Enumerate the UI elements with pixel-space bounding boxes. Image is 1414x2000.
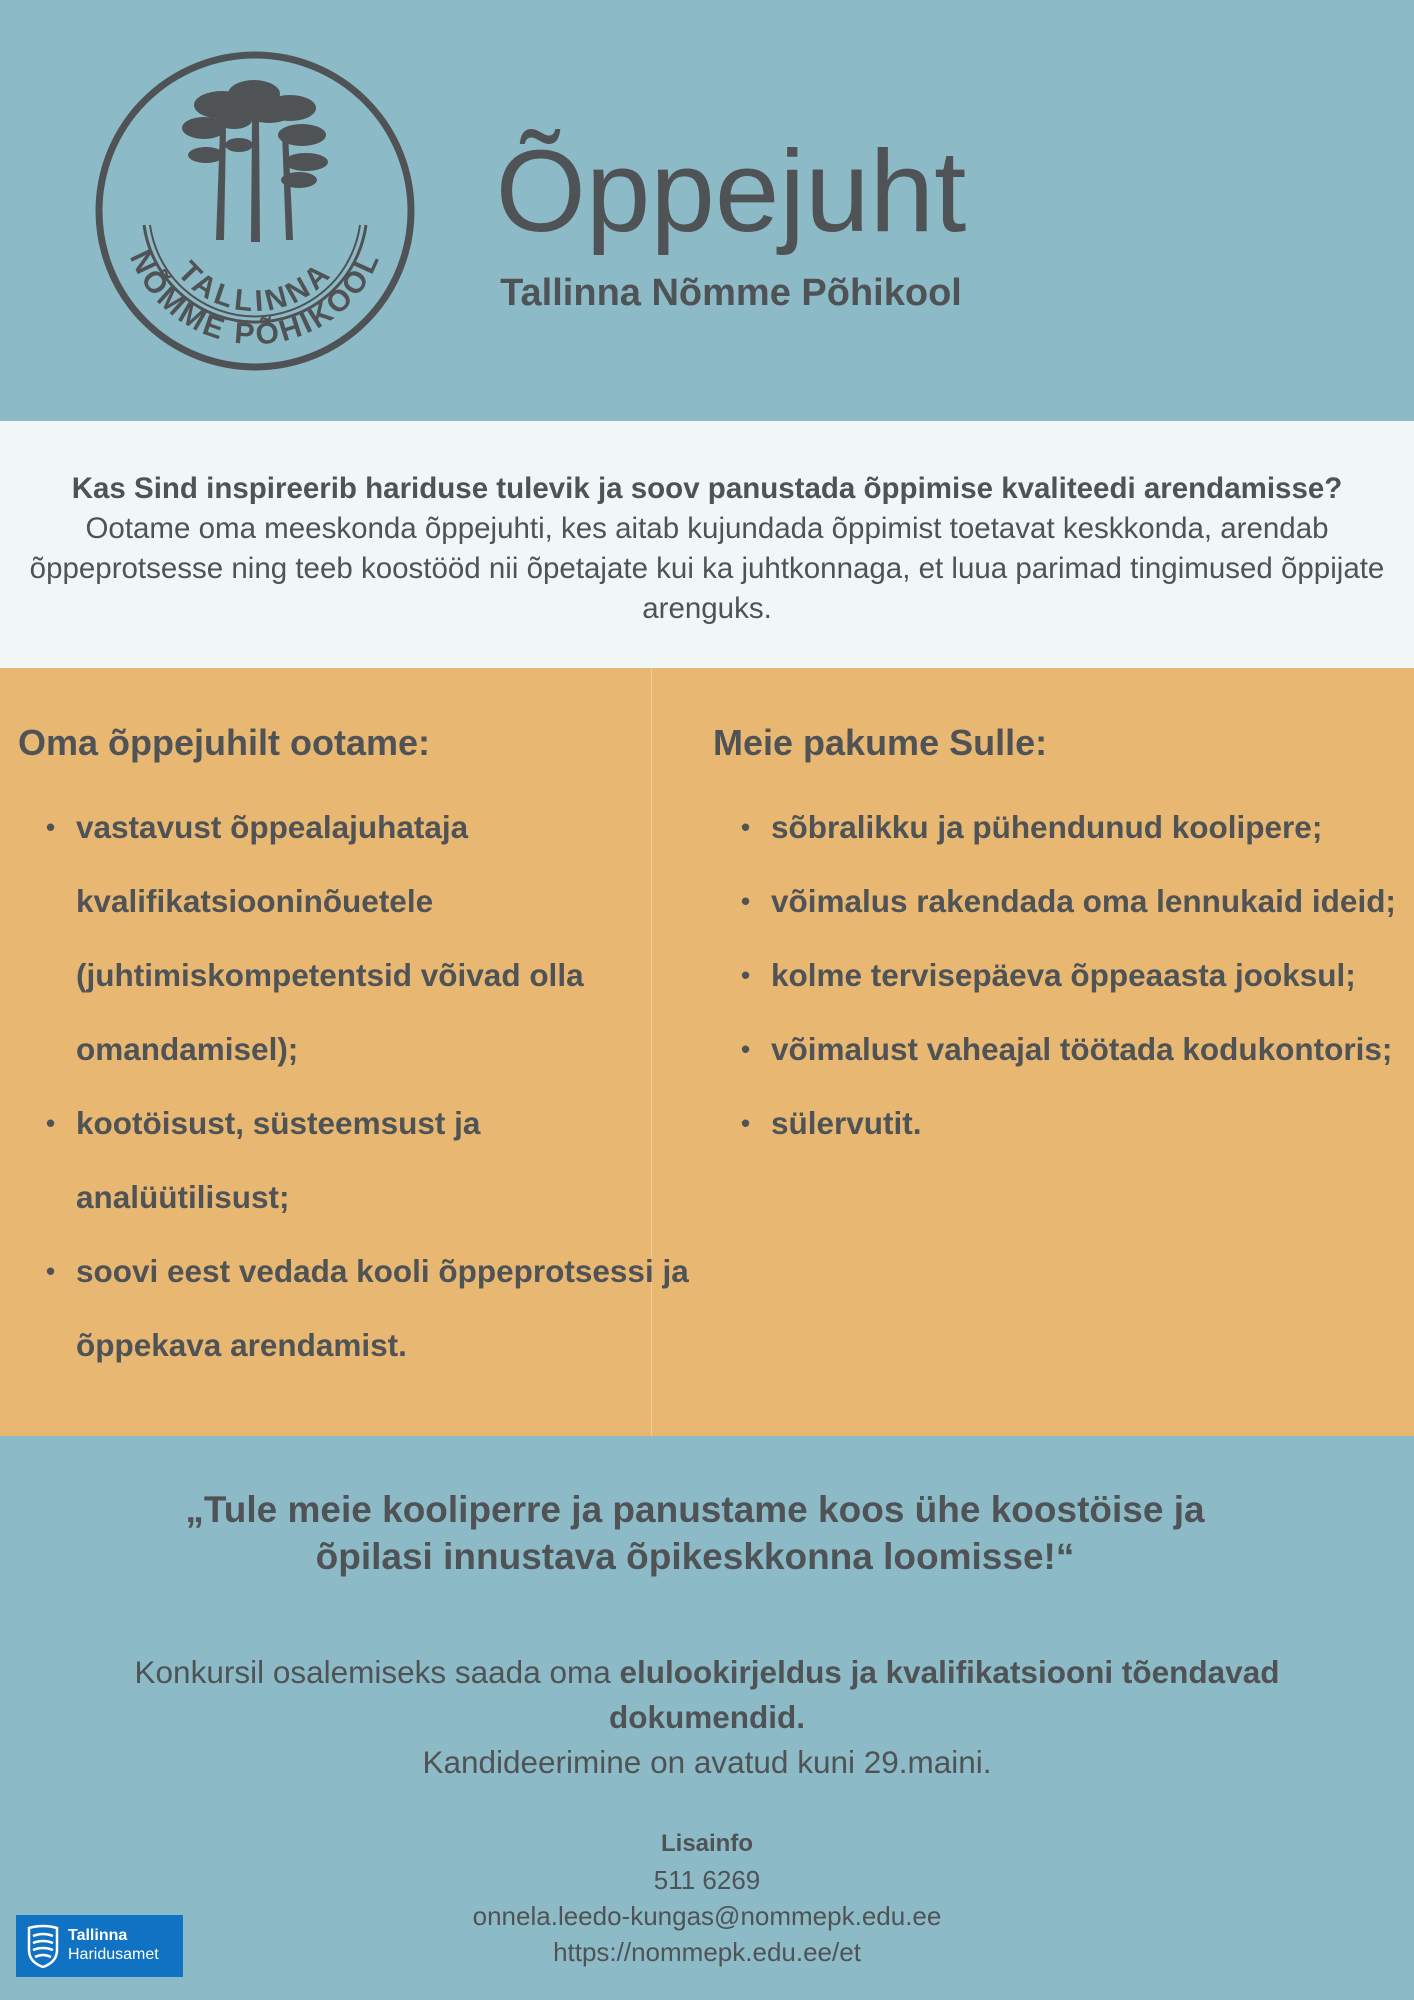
application-info — [40, 1650, 1374, 1785]
header-section — [0, 0, 1414, 421]
school-name: Tallinna Nõmme Põhikool — [500, 272, 962, 314]
list-item: • vastavust õppealajuhataja kvalifikatsiooninõuetele (juhtimiskompetentsid võivad olla omandamisel); — [76, 790, 698, 1086]
offer-column — [713, 718, 1403, 1160]
apply-documents: elulookirjeldus ja kvalifikatsiooni tõendavad dokumendid. — [609, 1654, 1280, 1735]
intro-question: Kas Sind inspireerib hariduse tulevik ja soov panustada õppimise kvaliteedi arendamisse? — [71, 472, 1343, 505]
list-item: • soovi eest vedada kooli õppeprotsessi ja õppekava arendamist. — [76, 1234, 698, 1382]
intro-text: Ootame oma meeskonda õppejuhti, kes aitab kujundada õppimist toetavat keskkonda, arendab õppeprotsesse ning teeb koostööd nii õpetajate kui ka juhtkonnaga, et luua parimad tingimused õppijate arenguks. — [29, 512, 1385, 625]
contact-email[interactable]: onnela.leedo-kungas@nommepk.edu.ee — [472, 1901, 942, 1931]
intro-paragraph — [20, 469, 1394, 629]
list-item: • võimalust vaheajal töötada kodukontoris; — [771, 1012, 1403, 1086]
svg-text:NÕMME PÕHIKOOL: NÕMME PÕHIKOOL — [123, 245, 387, 352]
page-title: Õppejuht — [495, 126, 967, 256]
list-item: • kootöisust, süsteemsust ja analüütilisust; — [76, 1086, 698, 1234]
columns-section — [0, 668, 1414, 1436]
offer-list — [713, 790, 1403, 1160]
quote-line-1: „Tule meie kooliperre ja panustame koos ühe koostöise ja — [185, 1489, 1205, 1530]
apply-deadline: Kandideerimine on avatud kuni 29.maini. — [422, 1744, 992, 1780]
badge-line-1: Tallinna — [68, 1927, 128, 1944]
list-item: • võimalus rakendada oma lennukaid ideid; — [771, 864, 1403, 938]
school-logo-icon — [94, 50, 416, 372]
badge-line-2: Haridusamet — [68, 1946, 159, 1963]
expectations-heading: Oma õppejuhilt ootame: — [18, 722, 431, 763]
apply-prefix: Konkursil osalemiseks saada oma — [134, 1654, 611, 1690]
quote — [0, 1486, 1390, 1580]
list-item: • kolme tervisepäeva õppeaasta jooksul; — [771, 938, 1403, 1012]
contact-info — [0, 1826, 1414, 1970]
list-item: • sõbralikku ja pühendunud koolipere; — [771, 790, 1403, 864]
list-item: • sülervutit. — [771, 1086, 1403, 1160]
footer-section — [0, 1436, 1414, 2000]
contact-phone[interactable]: 511 6269 — [653, 1865, 761, 1895]
offer-heading: Meie pakume Sulle: — [713, 722, 1048, 763]
quote-line-2: õpilasi innustava õpikeskkonna loomisse!“ — [315, 1536, 1075, 1577]
tallinn-crest-icon — [26, 1924, 60, 1968]
contact-url[interactable]: https://nommepk.edu.ee/et — [553, 1937, 861, 1967]
expectations-list — [18, 790, 698, 1382]
svg-text:TALLINNA: TALLINNA — [171, 255, 339, 319]
intro-section — [0, 421, 1414, 668]
expectations-column — [18, 718, 698, 1382]
contact-label: Lisainfo — [660, 1830, 753, 1857]
haridusamet-logo — [16, 1915, 183, 1977]
